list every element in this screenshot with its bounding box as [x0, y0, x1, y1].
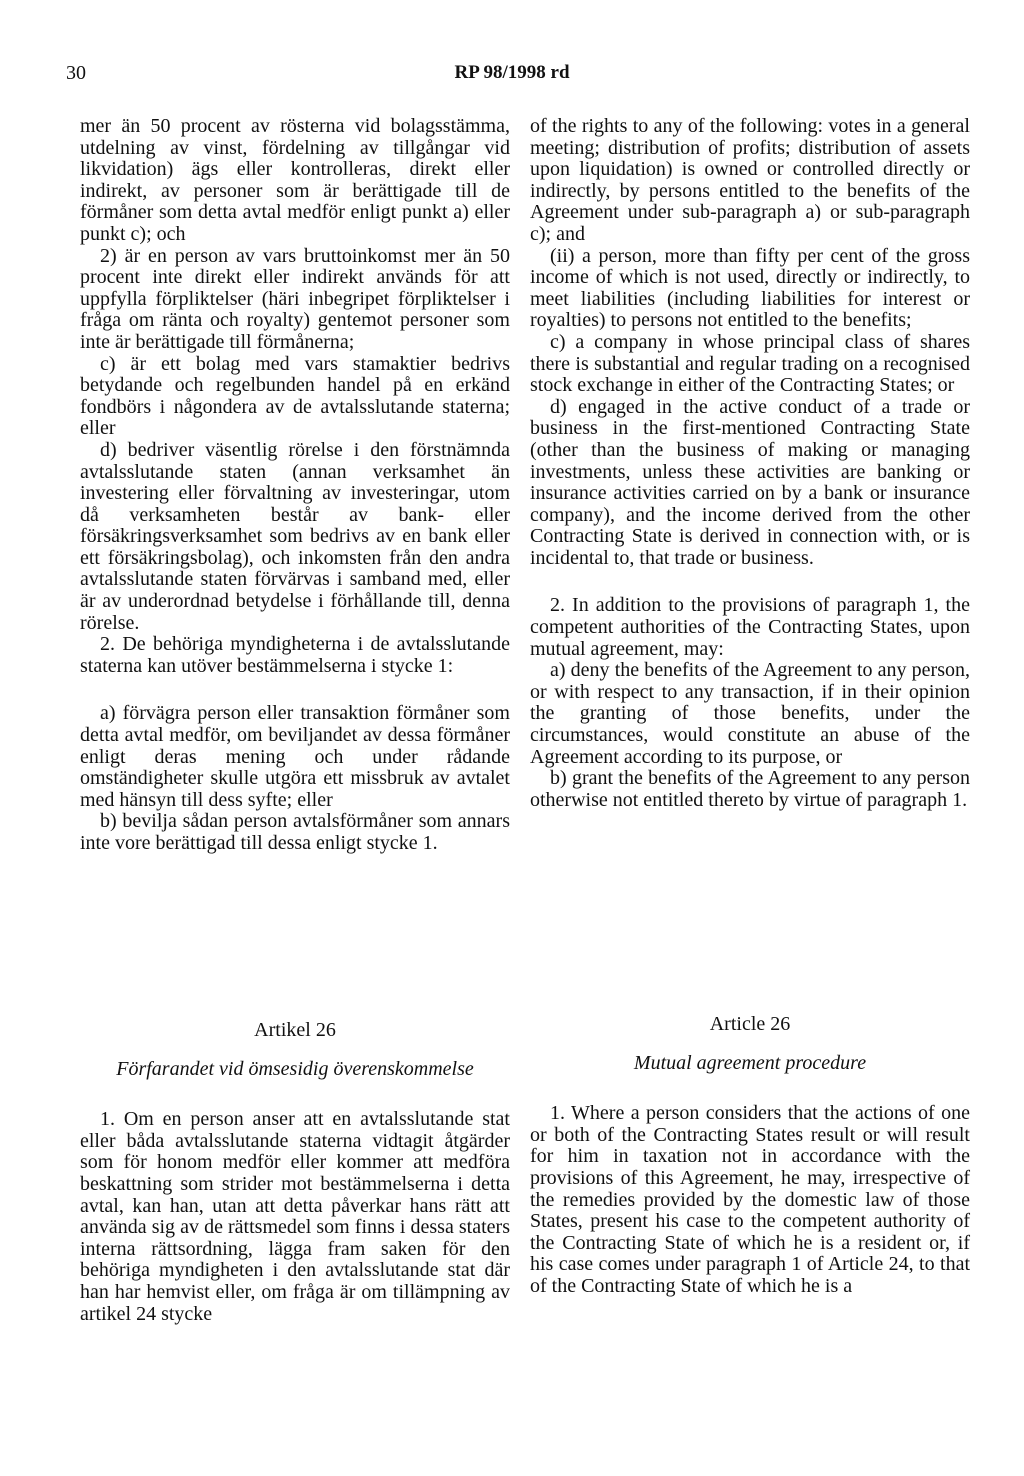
en-paragraph: of the rights to any of the following: votes in a general meeting; distribution of profits; distribution of assets upon liquidation) is owned or controlled directly or indirectly, by persons entitled to the benefits of the Agreement under sub-paragraph a) or sub-paragraph c); and	[530, 115, 970, 245]
en-article-heading: Article 26	[709, 1013, 791, 1035]
en-article-title: Mutual agreement procedure	[633, 1051, 867, 1074]
en-paragraph: 1. Where a person considers that the actions of one or both of the Contracting States result or will result for him in taxation not in accordance with the provisions of this Agreement, he may, irrespective of the remedies provided by the domestic law of those States, present his case to the competent authority of the Contracting State of which he is a resident or, if his case comes under paragraph 1 of Article 24, to that of the Contracting State of which he is a	[530, 1102, 970, 1297]
sv-article-title: Förfarandet vid ömsesidig överenskommelse	[116, 1057, 474, 1080]
en-paragraph: a) deny the benefits of the Agreement to any person, or with respect to any transaction, if in their opinion the granting of those benefits, under the circumstances, would constitute an abuse of the Agreement according to its purpose, or	[530, 659, 970, 768]
en-paragraph: (ii) a person, more than fifty per cent of the gross income of which is not used, directly or indirectly, to meet liabilities (including liabilities for interest or royalties) to persons not entitled to the benefits;	[530, 244, 970, 332]
en-paragraph: 2. In addition to the provisions of paragraph 1, the competent authorities of the Contracting States, upon mutual agreement, may:	[530, 594, 970, 660]
en-paragraph: c) a company in whose principal class of shares there is substantial and regular trading on a recognised stock exchange in either of the Contracting States; or	[530, 330, 970, 397]
swedish-article-26	[80, 1020, 510, 1325]
english-column-top	[530, 116, 970, 811]
sv-paragraph: 2. De behöriga myndigheterna i de avtalsslutande staterna kan utöver bestämmelserna i stycke 1:	[80, 633, 510, 677]
sv-paragraph: c) är ett bolag med vars stamaktier bedrivs betydande och regelbunden handel på en erkänd fondbörs i någondera av de avtalsslutande staterna; eller	[80, 352, 510, 440]
sv-paragraph: b) bevilja sådan person avtalsförmåner som annars inte vore berättigad till dessa enligt stycke 1.	[80, 810, 510, 854]
english-article-26	[530, 1014, 970, 1298]
sv-paragraph: mer än 50 procent av rösterna vid bolagsstämma, utdelning av vinst, fördelning av tillgångar vid likvidation) ägs eller kontrolleras, direkt eller indirekt, av personer som är berättigade till de förmåner som detta avtal medför enligt punkt a) eller punkt c); och	[80, 115, 510, 245]
page-number: 30	[66, 62, 86, 84]
sv-paragraph: d) bedriver väsentlig rörelse i den förstnämnda avtalsslutande staten (annan verksamhet än investering eller förvaltning av investeringar, utom då verksamheten består av bank- eller försäkringsverksamhet som bedrivs av en bank eller ett försäkringsbolag), och inkomsten från den andra avtalsslutande staten förvärvas i samband med, eller är av underordnad betydelse i förhållande till, denna rörelse.	[80, 438, 510, 634]
sv-article-heading: Artikel 26	[254, 1019, 336, 1041]
sv-paragraph: 1. Om en person anser att en avtalsslutande stat eller båda avtalsslutande staterna vidtagit åtgärder som för honom medför eller kommer att medföra beskattning som strider mot bestämmelserna i detta avtal, kan han, utan att detta påverkar hans rätt att använda sig av de rättsmedel som finns i dessa staters interna rättsordning, lägga fram saken för den behöriga myndigheten i den avtalsslutande stat där han har hemvist eller, om fråga är om tillämpning av artikel 24 stycke	[80, 1108, 510, 1325]
running-head: RP 98/1998 rd	[454, 62, 570, 83]
sv-paragraph: a) förvägra person eller transaktion förmåner som detta avtal medför, om beviljandet av dessa förmåner enligt deras mening och under rådande omständigheter skulle utgöra ett missbruk av avtalet med hänsyn till dess syfte; eller	[80, 702, 510, 811]
sv-paragraph: 2) är en person av vars bruttoinkomst mer än 50 procent inte direkt eller indirekt används för att uppfylla förpliktelser (häri inbegripet förpliktelser i fråga om ränta och royalty) gentemot personer som inte är berättigade till förmånerna;	[80, 244, 510, 353]
en-paragraph: d) engaged in the active conduct of a trade or business in the first-mentioned Contracting State (other than the business of making or managing investments, unless these activities are banking or insurance activities carried on by a bank or insurance company), and the income derived from the other Contracting State is derived in connection with, or is incidental to, that trade or business.	[530, 395, 970, 569]
swedish-column-top	[80, 116, 510, 855]
en-paragraph: b) grant the benefits of the Agreement to any person otherwise not entitled thereto by virtue of paragraph 1.	[530, 767, 970, 811]
